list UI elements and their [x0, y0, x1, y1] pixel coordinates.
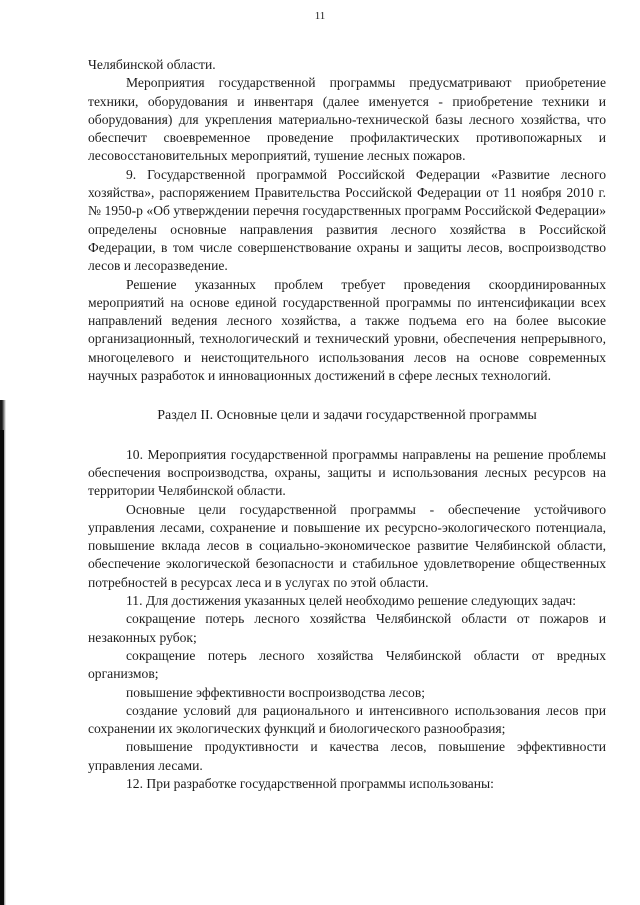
paragraph: 12. При разработке государственной программы использованы:	[126, 775, 494, 791]
paragraph: Решение указанных проблем требует проведения скоординированных мероприятий на основе единой государственной программы по интенсификации всех направлений ведения лесного хозяйства, а также подъема его на более высокие организационный, технологический и технический уровни, обеспечения непрерывного, многоцелевого и неистощительного использования лесов на основе современных научных разработок и инновационных достижений в сфере лесных технологий.	[88, 276, 606, 384]
document-body	[88, 56, 606, 793]
paragraph: повышение продуктивности и качества лесов, повышение эффективности управления лесами.	[88, 739, 606, 773]
paragraph-group-goals	[88, 446, 606, 794]
scan-edge-mark	[0, 430, 4, 905]
paragraph: Мероприятия государственной программы предусматривают приобретение техники, оборудования и инвентаря (далее именуется - приобретение техники и оборудования) для укрепления материально-технической базы лесного хозяйства, что обеспечит своевременное проведение профилактических противопожарных и лесовосстановительных мероприятий, тушение лесных пожаров.	[88, 75, 606, 164]
paragraph-group-intro	[88, 56, 606, 385]
page-number: 11	[314, 10, 326, 22]
paragraph: 11. Для достижения указанных целей необходимо решение следующих задач:	[126, 593, 577, 609]
paragraph: 10. Мероприятия государственной программы направлены на решение проблемы обеспечения воспроизводства, охраны, защиты и использования лесных ресурсов на территории Челябинской области.	[88, 446, 606, 499]
paragraph: Основные цели государственной программы - обеспечение устойчивого управления лесами, сохранение и повышение их ресурсно-экологического потенциала, повышение вклада лесов в социально-экономическое развитие Челябинской области, обеспечение экологической безопасности и стабильное удовлетворение общественных потребностей в ресурсах леса и в услугах по этой области.	[88, 501, 606, 590]
paragraph: сокращение потерь лесного хозяйства Челябинской области от вредных организмов;	[88, 647, 606, 682]
spacer	[88, 426, 606, 446]
paragraph: сокращение потерь лесного хозяйства Челябинской области от пожаров и незаконных рубок;	[88, 611, 606, 645]
spacer	[88, 385, 606, 407]
paragraph: Челябинской области.	[88, 57, 216, 72]
paragraph: создание условий для рационального и интенсивного использования лесов при сохранении их экологических функций и биологического разнообразия;	[88, 702, 606, 737]
paragraph: 9. Государственной программой Российской Федерации «Развитие лесного хозяйства», распоряжением Правительства Российской Федерации от 11 ноября 2010 г. № 1950-р «Об утверждении перечня государственных программ Российской Федерации» определены основные направления развития лесного хозяйства в Российской Федерации, в том числе совершенствование охраны и защиты лесов, воспроизводство лесов и лесоразведение.	[88, 166, 606, 274]
section-heading: Раздел II. Основные цели и задачи государственной программы	[157, 408, 537, 424]
paragraph: повышение эффективности воспроизводства лесов;	[126, 684, 426, 700]
